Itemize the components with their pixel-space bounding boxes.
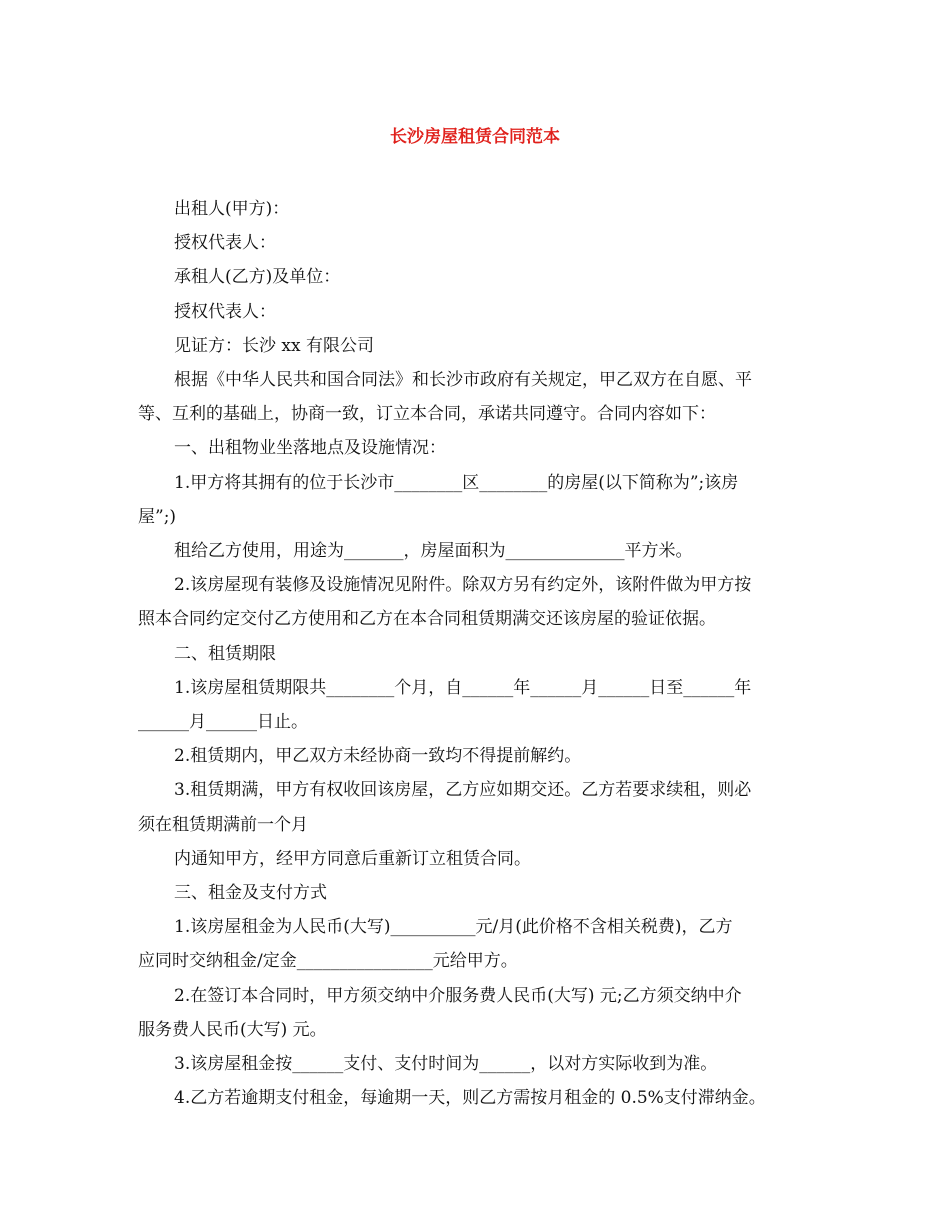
text-line: 内通知甲方，经甲方同意后重新订立租赁合同。: [174, 848, 531, 869]
text-line: 见证方：长沙 xx 有限公司: [174, 335, 374, 356]
text-line: 等、互利的基础上，协商一致，订立本合同，承诺共同遵守。合同内容如下：: [138, 404, 716, 425]
text-line: 二、租赁期限: [174, 643, 276, 664]
text-line: 3.该房屋租金按______支付、支付时间为______，以对方实际收到为准。: [174, 1054, 718, 1075]
text-line: 3.租赁期满，甲方有权收回该房屋，乙方应如期交还。乙方若要求续租，则必: [174, 780, 752, 801]
text-line: 三、租金及支付方式: [174, 883, 327, 904]
text-line: 服务费人民币(大写) 元。: [138, 1019, 327, 1040]
text-line: 授权代表人：: [174, 233, 276, 254]
document-title: 长沙房屋租赁合同范本: [390, 127, 560, 147]
text-line: 一、出租物业坐落地点及设施情况：: [174, 438, 446, 459]
text-line: 2.在签订本合同时，甲方须交纳中介服务费人民币(大写) 元;乙方须交纳中介: [174, 985, 742, 1006]
text-line: 承租人(乙方)及单位：: [174, 267, 341, 288]
text-line: 1.该房屋租金为人民币(大写)__________元/月(此价格不含相关税费)，乙方: [174, 917, 733, 938]
text-line: 4.乙方若逾期支付租金，每逾期一天，则乙方需按月租金的 0.5%支付滞纳金。: [174, 1088, 766, 1109]
text-line: 照本合同约定交付乙方使用和乙方在本合同租赁期满交还该房屋的验证依据。: [138, 609, 716, 630]
text-line: 2.该房屋现有装修及设施情况见附件。除双方另有约定外，该附件做为甲方按: [174, 575, 752, 596]
text-line: 出租人(甲方)：: [174, 199, 290, 219]
text-line: 租给乙方使用，用途为_______，房屋面积为______________平方米。: [174, 541, 693, 562]
text-line: 屋”;): [138, 506, 177, 527]
document-body: [138, 192, 814, 1115]
text-line: 授权代表人：: [174, 301, 276, 322]
text-line: 1.该房屋租赁期限共________个月，自______年______月______日至______年: [174, 677, 752, 698]
text-line: 根据《中华人民共和国合同法》和长沙市政府有关规定，甲乙双方在自愿、平: [174, 370, 752, 391]
text-line: 2.租赁期内，甲乙双方未经协商一致均不得提前解约。: [174, 746, 582, 767]
text-line: ______月______日止。: [138, 712, 308, 733]
text-line: 须在租赁期满前一个月: [138, 814, 308, 835]
text-line: 1.甲方将其拥有的位于长沙市________区________的房屋(以下简称为”;该房: [174, 472, 739, 493]
text-line: 应同时交纳租金/定金________________元给甲方。: [138, 951, 518, 972]
